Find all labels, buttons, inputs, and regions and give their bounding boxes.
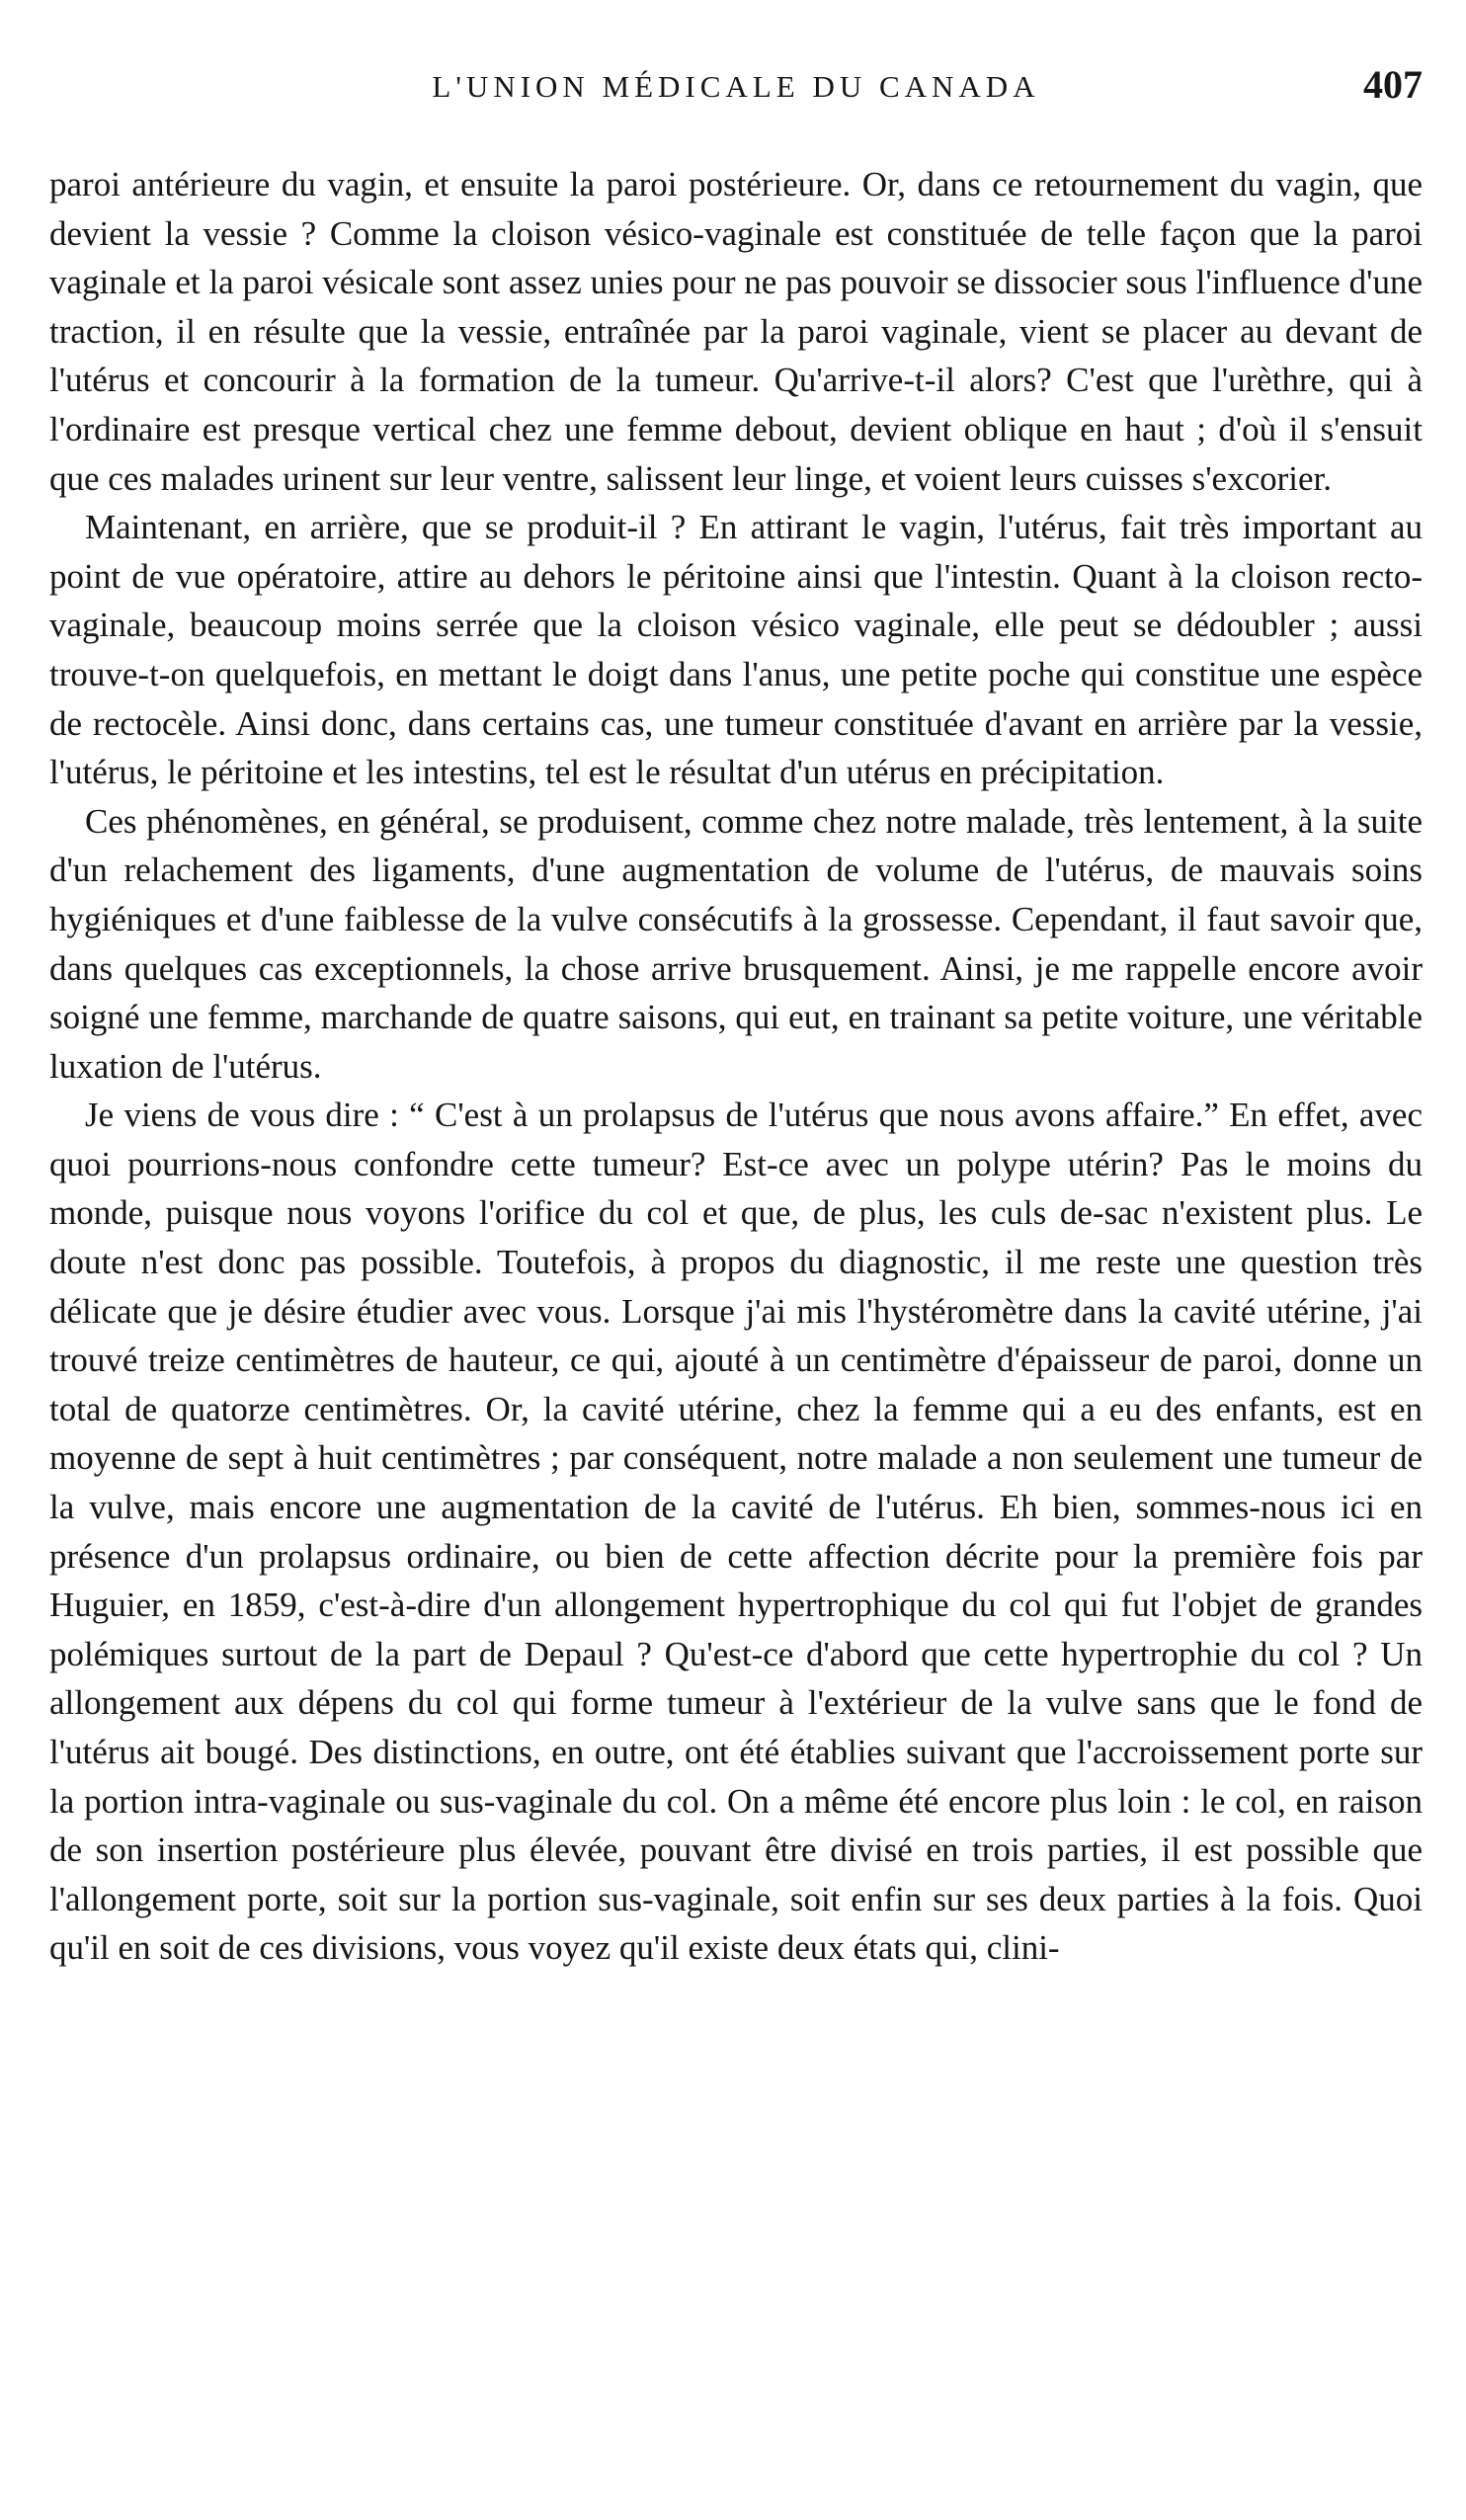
article-body — [49, 160, 1423, 1973]
journal-title: L'UNION MÉDICALE DU CANADA — [432, 69, 1040, 104]
running-header — [49, 61, 1423, 121]
paragraph-1: paroi antérieure du vagin, et ensuite la paroi postérieure. Or, dans ce retournement du vagin, que devient la vessie ? Comme la cloison vésico-vaginale est constituée de telle façon que la paroi vaginale et la paroi vésicale sont assez unies pour ne pas pouvoir se dissocier sous l'influence d'une traction, il en résulte que la vessie, entraînée par la paroi vaginale, vient se placer au devant de l'utérus et concourir à la formation de la tumeur. Qu'arrive-t-il alors? C'est que l'urèthre, qui à l'ordinaire est presque vertical chez une femme debout, devient oblique en haut ; d'où il s'ensuit que ces malades urinent sur leur ventre, salissent leur linge, et voient leurs cuisses s'excorier. — [49, 165, 1423, 498]
paragraph-2: Maintenant, en arrière, que se produit-il ? En attirant le vagin, l'utérus, fait très important au point de vue opératoire, attire au dehors le péritoine ainsi que l'intestin. Quant à la cloison recto-vaginale, beaucoup moins serrée que la cloison vésico vaginale, elle peut se dédoubler ; aussi trouve-t-on quelquefois, en mettant le doigt dans l'anus, une petite poche qui constitue une espèce de rectocèle. Ainsi donc, dans certains cas, une tumeur constituée d'avant en arrière par la vessie, l'utérus, le péritoine et les intestins, tel est le résultat d'un utérus en précipitation. — [49, 508, 1423, 792]
paragraph-4: Je viens de vous dire : “ C'est à un prolapsus de l'utérus que nous avons affaire.” En effet, avec quoi pourrions-nous confondre cette tumeur? Est-ce avec un polype utérin? Pas le moins du monde, puisque nous voyons l'orifice du col et que, de plus, les culs de-sac n'existent plus. Le doute n'est donc pas possible. Toutefois, à propos du diagnostic, il me reste une question très délicate que je désire étudier avec vous. Lorsque j'ai mis l'hystéromètre dans la cavité utérine, j'ai trouvé treize centimètres de hauteur, ce qui, ajouté à un centimètre d'épaisseur de paroi, donne un total de quatorze centimètres. Or, la cavité utérine, chez la femme qui a eu des enfants, est en moyenne de sept à huit centimètres ; par conséquent, notre malade a non seulement une tumeur de la vulve, mais encore une augmentation de la cavité de l'utérus. Eh bien, sommes-nous ici en présence d'un prolapsus ordinaire, ou bien de cette affection décrite pour la première fois par Huguier, en 1859, c'est-à-dire d'un allongement hypertrophique du col qui fut l'objet de grandes polémiques surtout de la part de Depaul ? Qu'est-ce d'abord que cette hypertrophie du col ? Un allongement aux dépens du col qui forme tumeur à l'extérieur de la vulve sans que le fond de l'utérus ait bougé. Des distinctions, en outre, ont été établies suivant que l'accroissement porte sur la portion intra-vaginale ou sus-vaginale du col. On a même été encore plus loin : le col, en raison de son insertion postérieure plus élevée, pouvant être divisé en trois parties, il est possible que l'allongement porte, soit sur la portion sus-vaginale, soit enfin sur ses deux parties à la fois. Quoi qu'il en soit de ces divisions, vous voyez qu'il existe deux états qui, clini- — [49, 1096, 1423, 1968]
document-page — [49, 61, 1423, 1973]
page-number: 407 — [1363, 62, 1423, 107]
paragraph-3: Ces phénomènes, en général, se produisent, comme chez notre malade, très lentement, à la suite d'un relachement des ligaments, d'une augmentation de volume de l'utérus, de mauvais soins hygiéniques et d'une faiblesse de la vulve consécutifs à la grossesse. Cependant, il faut savoir que, dans quelques cas exceptionnels, la chose arrive brusquement. Ainsi, je me rappelle encore avoir soigné une femme, marchande de quatre saisons, qui eut, en trainant sa petite voiture, une véritable luxation de l'utérus. — [49, 801, 1423, 1086]
